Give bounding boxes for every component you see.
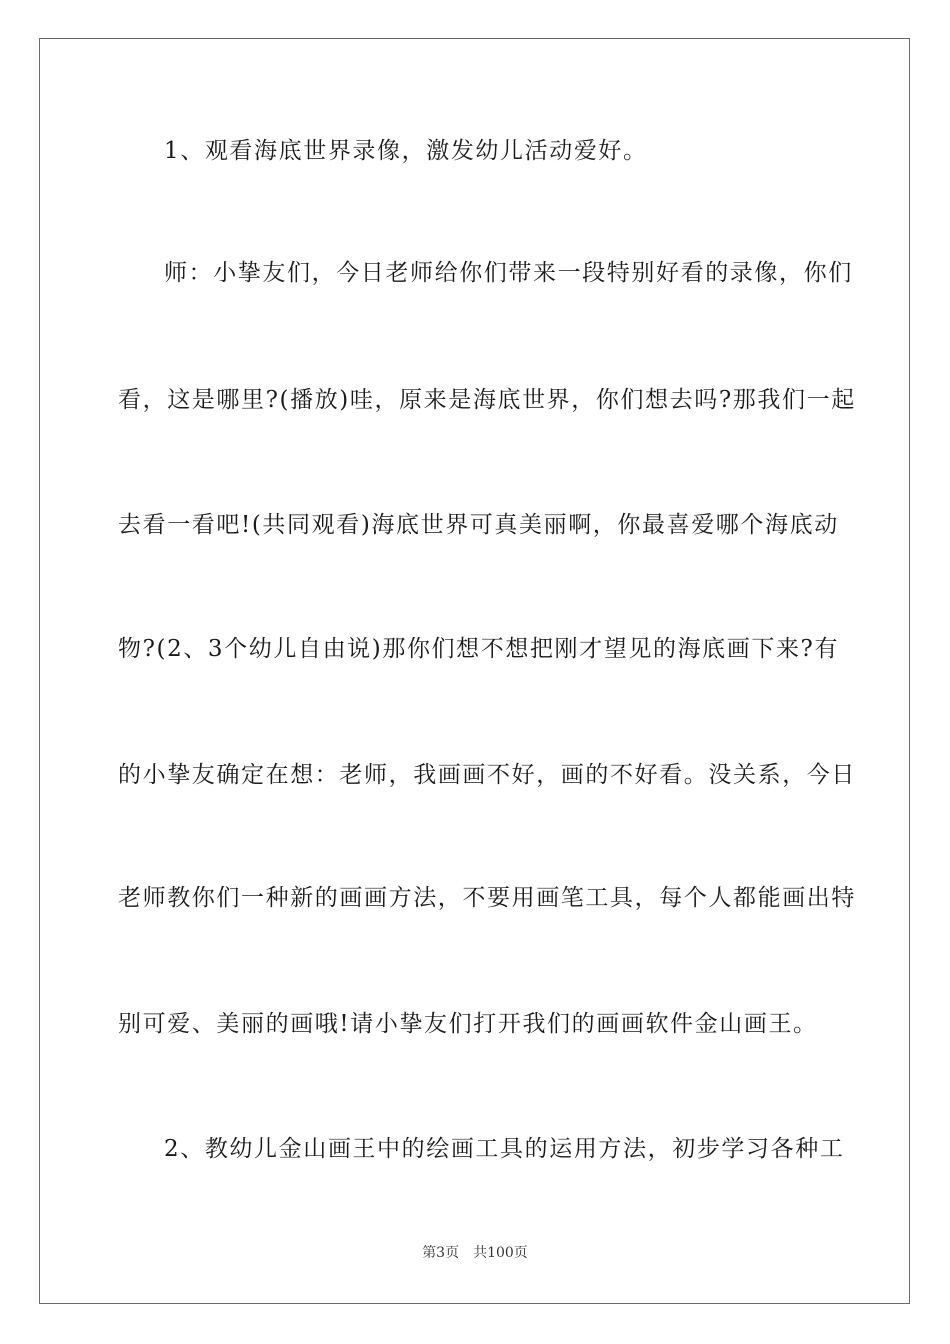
paragraph-line-8: 别可爱、美丽的画哦!请小挚友们打开我们的画画软件金山画王。 (118, 1011, 818, 1037)
page-number-footer: 第3页 共100页 (422, 1245, 528, 1261)
page-border (39, 38, 910, 1304)
paragraph-line-9: 2、教幼儿金山画王中的绘画工具的运用方法，初步学习各种工 (164, 1136, 845, 1162)
paragraph-line-2: 师：小挚友们，今日老师给你们带来一段特别好看的录像，你们 (164, 260, 853, 286)
paragraph-line-6: 的小挚友确定在想：老师，我画画不好，画的不好看。没关系，今日 (118, 762, 856, 788)
paragraph-line-7: 老师教你们一种新的画画方法，不要用画笔工具，每个人都能画出特 (118, 885, 856, 911)
paragraph-line-4: 去看一看吧!(共同观看)海底世界可真美丽啊，你最喜爱哪个海底动 (118, 512, 839, 538)
paragraph-line-1: 1、观看海底世界录像，激发幼儿活动爱好。 (164, 138, 648, 164)
paragraph-line-3: 看，这是哪里?(播放)哇，原来是海底世界，你们想去吗?那我们一起 (118, 387, 856, 413)
paragraph-line-5: 物?(2、3个幼儿自由说)那你们想不想把刚才望见的海底画下来?有 (118, 636, 840, 662)
